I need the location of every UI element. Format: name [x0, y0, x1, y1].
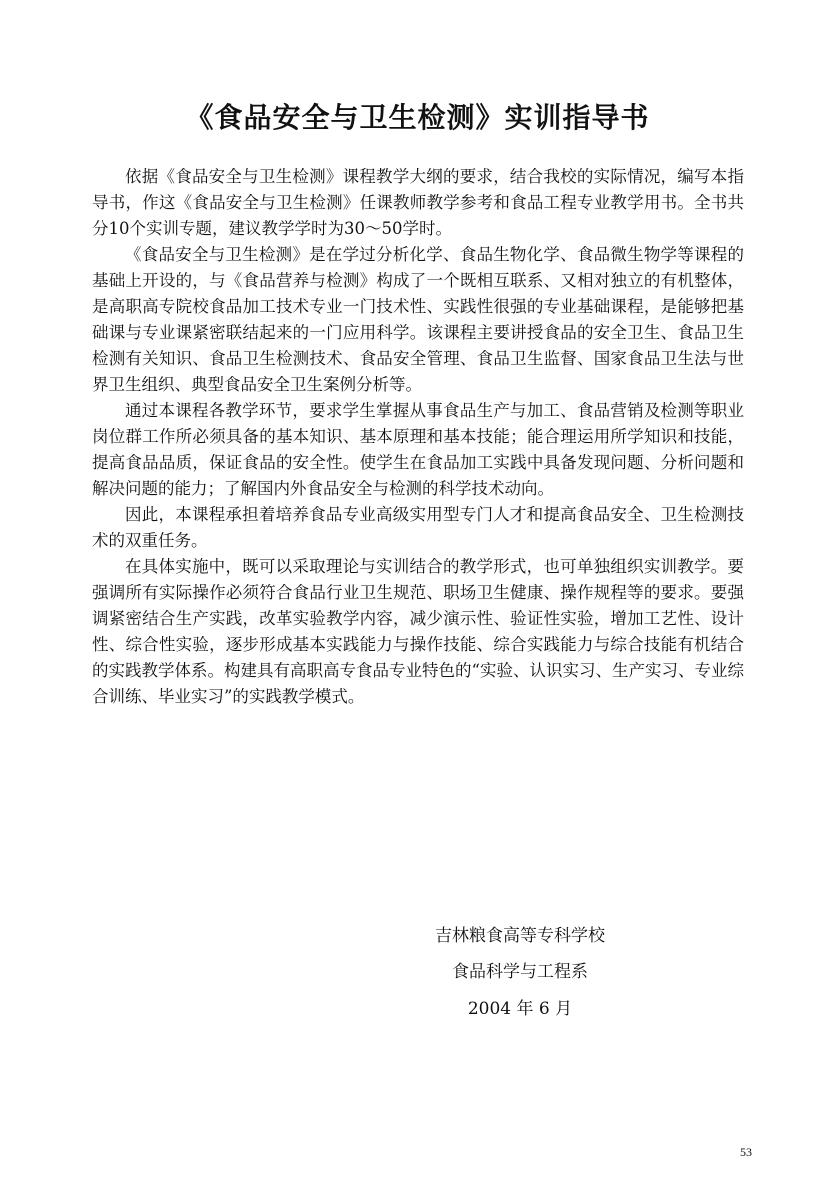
paragraph-2: 《食品安全与卫生检测》是在学过分析化学、食品生物化学、食品微生物学等课程的基础上开设的，与《食品营养与检测》构成了一个既相互联系、又相对独立的有机整体，是高职高专院校食品加工技术专业一门技术性、实践性很强的专业基础课程，是能够把基础课与专业课紧密联结起来的一门应用科学。该课程主要讲授食品的安全卫生、食品卫生检测有关知识、食品卫生检测技术、食品安全管理、食品卫生监督、国家食品卫生法与世界卫生组织、典型食品安全卫生案例分析等。 — [92, 245, 744, 394]
paragraph-1: 依据《食品安全与卫生检测》课程教学大纲的要求，结合我校的实际情况，编写本指导书，作这《食品安全与卫生检测》任课教师教学参考和食品工程专业教学用书。全书共分10个实训专题，建议教学学时为30～50学时。 — [92, 167, 744, 238]
document-body — [92, 164, 744, 710]
page-number: 53 — [740, 1145, 752, 1159]
signature-date: 2004 年 6 月 — [467, 999, 573, 1019]
paragraph-3: 通过本课程各教学环节，要求学生掌握从事食品生产与加工、食品营销及检测等职业岗位群工作所必须具备的基本知识、基本原理和基本技能；能合理运用所学知识和技能，提高食品品质，保证食品的安全性。使学生在食品加工实践中具备发现问题、分析问题和解决问题的能力；了解国内外食品安全与检测的科学技术动向。 — [92, 401, 744, 498]
document-title: 《食品安全与卫生检测》实训指导书 — [185, 101, 650, 134]
paragraph-5: 在具体实施中，既可以采取理论与实训结合的教学形式，也可单独组织实训教学。要强调所有实际操作必须符合食品行业卫生规范、职场卫生健康、操作规程等的要求。要强调紧密结合生产实践，改革实验教学内容，减少演示性、验证性实验，增加工艺性、设计性、综合性实验，逐步形成基本实践能力与操作技能、综合实践能力与综合技能有机结合的实践教学体系。构建具有高职高专食品专业特色的“实验、认识实习、生产实习、专业综合训练、毕业实习”的实践教学模式。 — [92, 557, 744, 706]
paragraph-4: 因此，本课程承担着培养食品专业高级实用型专门人才和提高食品安全、卫生检测技术的双重任务。 — [92, 505, 744, 550]
signature-department: 食品科学与工程系 — [452, 962, 588, 982]
signature-school: 吉林粮食高等专科学校 — [435, 926, 605, 946]
